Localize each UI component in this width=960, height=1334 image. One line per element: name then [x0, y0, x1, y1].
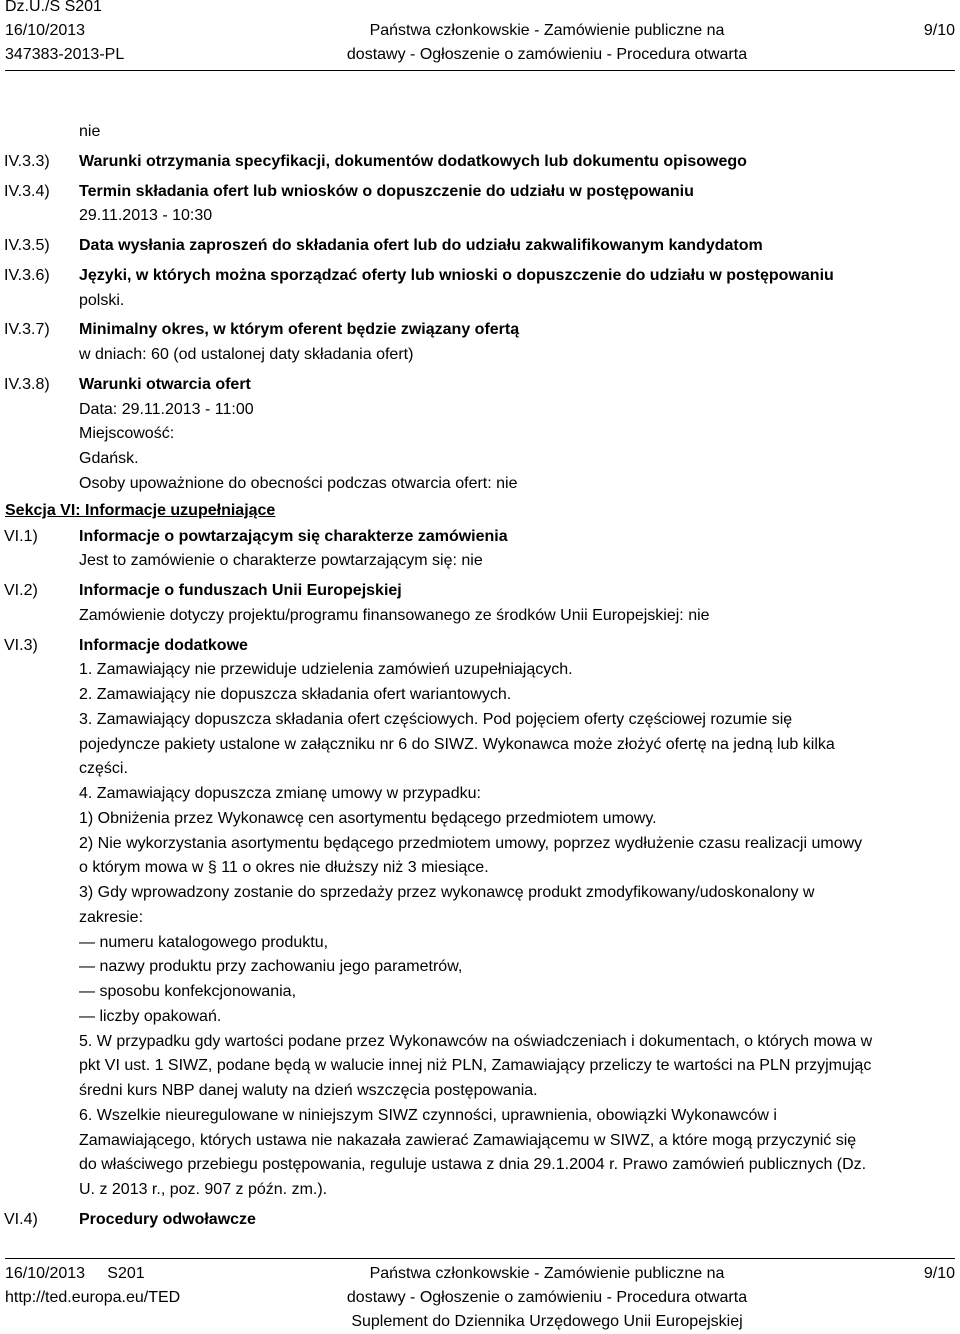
footer-page-number: 9/10 [923, 1265, 955, 1282]
section-item [0, 289, 960, 313]
section-item [0, 604, 960, 628]
item-text: — liczby opakowań. [79, 1008, 222, 1025]
item-text: Data: 29.11.2013 - 11:00 [79, 401, 254, 418]
item-heading: Warunki otrzymania specyfikacji, dokumentów dodatkowych lub dokumentu opisowego [79, 153, 747, 170]
item-text: Miejscowość: [79, 425, 175, 442]
footer-rule [5, 1258, 955, 1259]
section-item [0, 422, 960, 446]
item-text: U. z 2013 r., poz. 907 z późn. zm.). [79, 1181, 328, 1198]
item-text: — sposobu konfekcjonowania, [79, 983, 297, 1000]
item-heading: Warunki otwarcia ofert [79, 376, 251, 393]
section-item [0, 204, 960, 228]
section-item [0, 549, 960, 573]
item-text: — numeru katalogowego produktu, [79, 934, 329, 951]
footer-title-2: dostawy - Ogłoszenie o zamówieniu - Procedura otwarta [346, 1289, 748, 1306]
section-item [0, 318, 960, 342]
header-title-2: dostawy - Ogłoszenie o zamówieniu - Procedura otwarta [346, 46, 748, 63]
section-item [0, 683, 960, 707]
section-item [0, 1208, 960, 1232]
section-item [0, 1079, 960, 1103]
item-number: IV.3.3) [4, 153, 50, 170]
item-text: 3. Zamawiający dopuszcza składania ofert częściowych. Pod pojęciem oferty częściowej rozumie się [79, 711, 793, 728]
item-text: — nazwy produktu przy zachowaniu jego parametrów, [79, 958, 463, 975]
section-item [0, 472, 960, 496]
section-item [0, 234, 960, 258]
continuation-line [0, 120, 960, 144]
item-heading: Data wysłania zaproszeń do składania ofert lub do udziału zakwalifikowanym kandydatom [79, 237, 763, 254]
section-item [0, 1129, 960, 1153]
footer-title-3: Suplement do Dziennika Urzędowego Unii Europejskiej [351, 1313, 743, 1330]
section-item [0, 180, 960, 204]
page-header [5, 0, 955, 70]
section-item [0, 757, 960, 781]
section-item [0, 1104, 960, 1128]
footer-url: http://ted.europa.eu/TED [5, 1289, 181, 1306]
item-heading: Języki, w których można sporządzać oferty lub wnioski o dopuszczenie do udziału w postępowaniu [79, 267, 834, 284]
item-text: 1. Zamawiający nie przewiduje udzielenia zamówień uzupełniających. [79, 661, 573, 678]
section-item [0, 1005, 960, 1029]
item-text: Gdańsk. [79, 450, 139, 467]
item-number: IV.3.4) [4, 183, 50, 200]
item-text: Jest to zamówienie o charakterze powtarzającym się: nie [79, 552, 483, 569]
section-item [0, 733, 960, 757]
item-text: polski. [79, 292, 125, 309]
item-text: Zamówienie dotyczy projektu/programu finansowanego ze środków Unii Europejskiej: nie [79, 607, 710, 624]
item-text: pojedyncze pakiety ustalone w załączniku nr 6 do SIWZ. Wykonawca może złożyć ofertę na jedną lub kilka [79, 736, 835, 753]
header-page-number: 9/10 [923, 22, 955, 39]
section-item [0, 881, 960, 905]
item-text: 2) Nie wykorzystania asortymentu będącego przedmiotem umowy, poprzez wydłużenie czasu realizacji umowy [79, 835, 863, 852]
item-text: zakresie: [79, 909, 144, 926]
section-item [0, 447, 960, 471]
header-date: 16/10/2013 [5, 22, 86, 39]
section-item [0, 1030, 960, 1054]
item-text: w dniach: 60 (od ustalonej daty składania ofert) [79, 346, 414, 363]
section-item [0, 1178, 960, 1202]
item-text: 29.11.2013 - 10:30 [79, 207, 213, 224]
item-text: o którym mowa w § 11 o okres nie dłuższy niż 3 miesiące. [79, 859, 489, 876]
section-item [0, 1054, 960, 1078]
footer-title-1: Państwa członkowskie - Zamówienie publiczne na [369, 1265, 725, 1282]
section-item [0, 931, 960, 955]
section-item [0, 980, 960, 1004]
item-text: nie [79, 123, 101, 140]
section-item [0, 906, 960, 930]
section-item [0, 1153, 960, 1177]
section-title: Sekcja VI: Informacje uzupełniające [5, 502, 276, 519]
section-item [0, 832, 960, 856]
item-number: VI.4) [4, 1211, 38, 1228]
item-text: Osoby upoważnione do obecności podczas otwarcia ofert: nie [79, 475, 518, 492]
footer-date-code: 16/10/2013 S201 [5, 1265, 145, 1282]
item-heading: Termin składania ofert lub wniosków o dopuszczenie do udziału w postępowaniu [79, 183, 694, 200]
section-item [0, 579, 960, 603]
section-item [0, 343, 960, 367]
header-rule [5, 70, 955, 71]
section-item [0, 955, 960, 979]
journal-ref: Dz.U./S S201 [5, 0, 102, 15]
section-item [0, 264, 960, 288]
item-number: VI.2) [4, 582, 38, 599]
section-item [0, 373, 960, 397]
item-number: IV.3.5) [4, 237, 50, 254]
section-item [0, 398, 960, 422]
item-text: Zamawiającego, których ustawa nie nakazała zawierać Zamawiającemu w SIWZ, a które mogą przyczynić się [79, 1132, 857, 1149]
item-number: IV.3.8) [4, 376, 50, 393]
section-item [0, 658, 960, 682]
item-heading: Informacje o funduszach Unii Europejskiej [79, 582, 402, 599]
header-title-1: Państwa członkowskie - Zamówienie publiczne na [369, 22, 725, 39]
section-item [0, 708, 960, 732]
item-text: średni kurs NBP danej waluty na dzień wszczęcia postępowania. [79, 1082, 538, 1099]
item-heading: Informacje dodatkowe [79, 637, 248, 654]
item-text: 6. Wszelkie nieuregulowane w niniejszym SIWZ czynności, uprawnienia, obowiązki Wykonawców i [79, 1107, 777, 1124]
item-number: IV.3.6) [4, 267, 50, 284]
section-item [0, 150, 960, 174]
item-text: 4. Zamawiający dopuszcza zmianę umowy w przypadku: [79, 785, 481, 802]
item-number: VI.3) [4, 637, 38, 654]
item-heading: Minimalny okres, w którym oferent będzie związany ofertą [79, 321, 520, 338]
item-text: do właściwego przebiegu postępowania, reguluje ustawa z dnia 29.1.2004 r. Prawo zamówień publicznych (Dz. [79, 1156, 867, 1173]
item-heading: Informacje o powtarzającym się charakterze zamówienia [79, 528, 508, 545]
item-text: części. [79, 760, 128, 777]
item-text: pkt VI ust. 1 SIWZ, podane będą w walucie innej niż PLN, Zamawiający przeliczy te wartości na PLN przyjmując [79, 1057, 872, 1074]
section-item [0, 525, 960, 549]
item-text: 5. W przypadku gdy wartości podane przez Wykonawców na oświadczeniach i dokumentach, o których mowa w [79, 1033, 873, 1050]
item-text: 2. Zamawiający nie dopuszcza składania ofert wariantowych. [79, 686, 512, 703]
item-text: 3) Gdy wprowadzony zostanie do sprzedaży przez wykonawcę produkt zmodyfikowany/udoskonalony w [79, 884, 815, 901]
item-number: VI.1) [4, 528, 38, 545]
section-item [0, 782, 960, 806]
item-number: IV.3.7) [4, 321, 50, 338]
page-footer [5, 1262, 955, 1334]
header-doc-id: 347383-2013-PL [5, 46, 125, 63]
section-item [0, 807, 960, 831]
item-text: 1) Obniżenia przez Wykonawcę cen asortymentu będącego przedmiotem umowy. [79, 810, 657, 827]
section-item [0, 634, 960, 658]
item-heading: Procedury odwoławcze [79, 1211, 256, 1228]
section-item [0, 856, 960, 880]
